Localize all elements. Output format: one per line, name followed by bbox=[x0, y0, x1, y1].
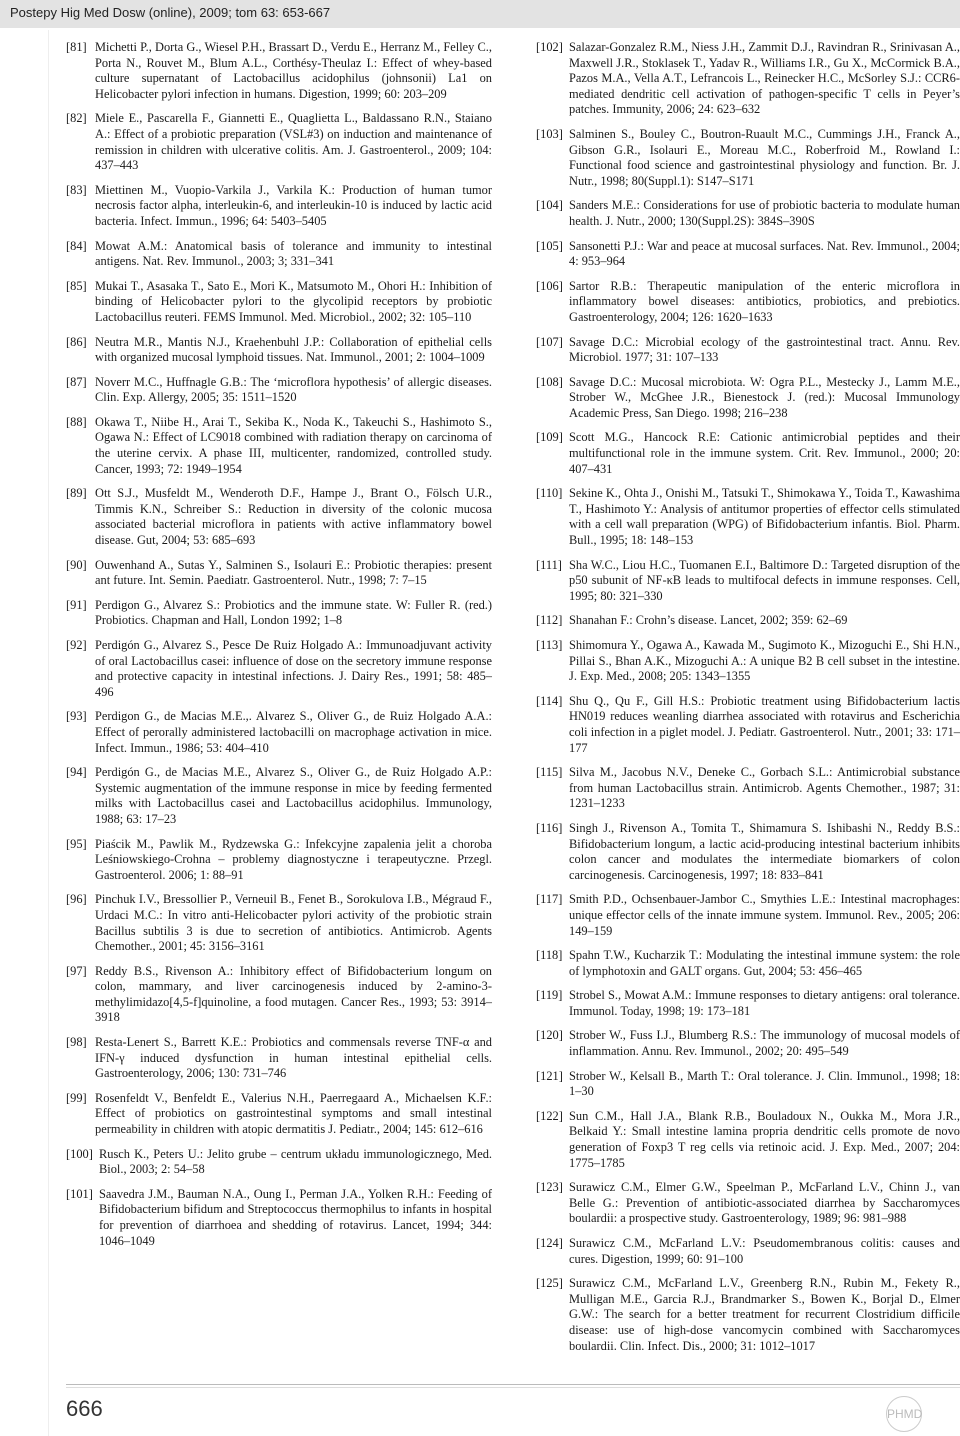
reference-number: [102] bbox=[536, 40, 563, 54]
reference-number: [110] bbox=[536, 486, 563, 501]
reference-entry bbox=[536, 375, 960, 422]
reference-entry bbox=[536, 198, 960, 229]
reference-entry bbox=[66, 375, 492, 406]
footer-rule bbox=[66, 1384, 960, 1385]
reference-number: [100] bbox=[66, 1146, 93, 1161]
reference-entry bbox=[66, 1035, 492, 1082]
reference-number: [82] bbox=[66, 111, 87, 126]
reference-entry bbox=[66, 638, 492, 700]
reference-number: [95] bbox=[66, 836, 87, 851]
reference-entry bbox=[66, 558, 492, 589]
right-reference-column bbox=[536, 40, 960, 1363]
reference-entry bbox=[536, 430, 960, 477]
reference-number: [91] bbox=[66, 597, 87, 612]
reference-entry bbox=[66, 892, 492, 954]
reference-text: Sha W.C., Liou H.C., Tuomanen E.I., Baltimore D.: Targeted disruption of the p50 subunit of NF-κB leads to multifocal defects in immune responses. Cell, 1995; 80: 321–330 bbox=[569, 557, 960, 603]
reference-number: [106] bbox=[536, 278, 563, 293]
reference-number: [96] bbox=[66, 892, 87, 907]
reference-text: Mukai T., Asasaka T., Sato E., Mori K., Matsumoto M., Ohori H.: Inhibition of binding of Helicobacter pylori to the glycolipid receptors by probiotic Lactobacillus reuteri. FEMS Immunol. Med. Microbiol., 2002; 32: 105–110 bbox=[95, 278, 492, 324]
reference-number: [116] bbox=[536, 820, 563, 835]
reference-number: [99] bbox=[66, 1090, 87, 1105]
reference-entry bbox=[536, 638, 960, 685]
reference-text: Strober W., Kelsall B., Marth T.: Oral tolerance. J. Clin. Immunol., 1998; 18: 1–30 bbox=[569, 1068, 960, 1099]
reference-entry bbox=[66, 239, 492, 270]
reference-text: Rusch K., Peters U.: Jelito grube – centrum układu immunologicznego, Med. Biol., 2003; 2: 54–58 bbox=[99, 1146, 492, 1177]
reference-text: Sanders M.E.: Considerations for use of probiotic bacteria to modulate human health. J. Nutr., 2000; 130(Suppl.2S): 384S–390S bbox=[569, 198, 960, 228]
reference-number: [124] bbox=[536, 1236, 563, 1250]
reference-text: Spahn T.W., Kucharzik T.: Modulating the intestinal immune system: the role of lymphotoxin and GALT organs. Gut, 2004; 53: 456–465 bbox=[569, 948, 960, 978]
running-head: Postepy Hig Med Dosw (online), 2009; tom 63: 653-667 bbox=[10, 5, 331, 20]
reference-text: Ott S.J., Musfeldt M., Wenderoth D.F., Hampe J., Brant O., Fölsch U.R., Timmis K.N., Schreiber S.: Reduction in diversity of the colonic mucosa associated bacterial microflora in patients with active inflammatory bowel disease. Gut, 2004; 53: 685–693 bbox=[95, 486, 492, 548]
reference-entry bbox=[536, 613, 960, 629]
reference-entry bbox=[66, 1187, 492, 1249]
reference-number: [92] bbox=[66, 638, 87, 652]
reference-number: [111] bbox=[536, 557, 562, 572]
reference-entry bbox=[536, 988, 960, 1019]
reference-entry bbox=[536, 335, 960, 366]
reference-number: [104] bbox=[536, 198, 563, 213]
reference-text: Neutra M.R., Mantis N.J., Kraehenbuhl J.P.: Collaboration of epithelial cells with organized mucosal lymphoid tissues. Nat. Immunol., 2001; 2: 1004–1009 bbox=[95, 334, 492, 365]
reference-text: Rosenfeldt V., Benfeldt E., Valerius N.H., Paerregaard A., Michaelsen K.F.: Effect of probiotics on gastrointestinal symptoms and small intestinal permeability in children with atopic dermatitis J. Pediatr., 2004; 145: 612–616 bbox=[95, 1090, 492, 1137]
reference-number: [108] bbox=[536, 374, 563, 389]
reference-text: Ouwenhand A., Sutas Y., Salminen S., Isolauri E.: Probiotic therapies: present ant future. Int. Semin. Paediatr. Gastroenterol. Nutr., 1998; 7: 7–15 bbox=[95, 557, 492, 588]
reference-number: [112] bbox=[536, 613, 563, 628]
reference-text: Piaścik M., Pawlik M., Rydzewska G.: Infekcyjne zapalenia jelit a choroba Leśniowskiego-Crohna – problemy diagnostyczne i terapeutyczne. Przegl. Gastroenterol. 2006; 1: 88–91 bbox=[95, 836, 492, 882]
running-header-bar bbox=[0, 0, 960, 28]
reference-entry bbox=[536, 892, 960, 939]
reference-number: [117] bbox=[536, 892, 563, 907]
reference-number: [86] bbox=[66, 334, 87, 349]
reference-entry bbox=[66, 335, 492, 366]
reference-entry bbox=[66, 709, 492, 756]
reference-entry bbox=[536, 948, 960, 979]
footer-rule-secondary bbox=[66, 1387, 960, 1388]
reference-number: [89] bbox=[66, 486, 87, 501]
left-reference-column bbox=[66, 40, 492, 1258]
reference-text: Miele E., Pascarella F., Giannetti E., Quaglietta L., Baldassano R.N., Staiano A.: Effect of a probiotic preparation (VSL#3) on induction and maintenance of remission in children with ulcerative colitis. Am. J. Gastroenterol., 2009; 104: 437–443 bbox=[95, 111, 492, 173]
reference-entry bbox=[536, 1180, 960, 1227]
reference-text: Surawicz C.M., McFarland L.V.: Pseudomembranous colitis: causes and cures. Digestion, 1999; 60: 91–100 bbox=[569, 1236, 960, 1266]
reference-number: [107] bbox=[536, 334, 563, 349]
reference-text: Resta-Lenert S., Barrett K.E.: Probiotics and commensals reverse TNF-α and IFN-γ induced dysfunction in human intestinal epithelial cells. Gastroenterology, 2006; 130: 731–746 bbox=[95, 1035, 492, 1081]
reference-text: Smith P.D., Ochsenbauer-Jambor C., Smythies L.E.: Intestinal macrophages: unique effector cells of the innate immune system. Immunol. Rev., 2005; 206: 149–159 bbox=[569, 892, 960, 938]
reference-number: [85] bbox=[66, 278, 87, 293]
reference-number: [101] bbox=[66, 1186, 93, 1201]
reference-entry bbox=[66, 1147, 492, 1178]
reference-number: [81] bbox=[66, 40, 87, 54]
reference-text: Shu Q., Qu F., Gill H.S.: Probiotic treatment using Bifidobacterium lactis HN019 reduces weanling diarrhea associated with rotavirus and Escherichia coli infection in a piglet model. J. Pediatr. Gastroenterol. Nutr., 2001; 33: 171–177 bbox=[569, 693, 960, 755]
reference-text: Sartor R.B.: Therapeutic manipulation of the enteric microflora in inflammatory bowel diseases: antibiotics, probiotics, and prebiotics. Gastroenterology, 2004; 126: 1620–1633 bbox=[569, 278, 960, 324]
reference-entry bbox=[66, 598, 492, 629]
page-number: 666 bbox=[66, 1396, 103, 1421]
reference-text: Saavedra J.M., Bauman N.A., Oung I., Perman J.A., Yolken R.H.: Feeding of Bifidobacterium bifidum and Streptococcus thermophilus to infants in hospital for prevention of diarrhoea and shedding of rotavirus. Lancet, 1994; 344: 1046–1049 bbox=[99, 1186, 492, 1248]
reference-number: [105] bbox=[536, 238, 563, 253]
margin-rule bbox=[48, 30, 49, 1436]
reference-entry bbox=[536, 694, 960, 756]
reference-number: [118] bbox=[536, 948, 563, 963]
reference-number: [120] bbox=[536, 1028, 563, 1043]
journal-logo: PHMD bbox=[886, 1396, 922, 1432]
reference-entry bbox=[536, 1028, 960, 1059]
reference-entry bbox=[66, 837, 492, 884]
reference-entry bbox=[66, 111, 492, 173]
reference-text: Reddy B.S., Rivenson A.: Inhibitory effect of Bifidobacterium longum on colon, mammary, and liver carcinogenesis induced by 2-amino-3-methylimidazo[4,5-f]quinoline, a food mutagen. Cancer Res., 1993; 53: 3914–3918 bbox=[95, 963, 492, 1025]
reference-number: [84] bbox=[66, 238, 87, 253]
reference-entry bbox=[66, 486, 492, 548]
reference-text: Strober W., Fuss I.J., Blumberg R.S.: The immunology of mucosal models of inflammation. Annu. Rev. Immunol., 2002; 20: 495–549 bbox=[569, 1028, 960, 1059]
reference-entry bbox=[536, 127, 960, 189]
reference-entry bbox=[536, 239, 960, 270]
reference-entry bbox=[66, 415, 492, 477]
reference-entry bbox=[536, 1236, 960, 1267]
reference-entry bbox=[66, 1091, 492, 1138]
reference-number: [125] bbox=[536, 1276, 563, 1291]
reference-entry bbox=[66, 183, 492, 230]
reference-text: Okawa T., Niibe H., Arai T., Sekiba K., Noda K., Takeuchi S., Hashimoto S., Ogawa N.: Effect of LC9018 combined with radiation therapy on carcinoma of the uterine cervix. A phase III, multicenter, randomized, controlled study. Cancer, 1993; 72: 1949–1954 bbox=[95, 414, 492, 476]
reference-text: Surawicz C.M., Elmer G.W., Speelman P., McFarland L.V., Chinn J., van Belle G.: Prevention of antibiotic-associated diarrhea by Saccharomyces boulardii: a prospective study. Gastroenterology, 1989; 96: 981–988 bbox=[569, 1180, 960, 1226]
reference-entry bbox=[536, 765, 960, 812]
reference-text: Shimomura Y., Ogawa A., Kawada M., Sugimoto K., Mizoguchi E., Shi H.N., Pillai S., Bhan A.K., Mizoguchi A.: A unique B2 B cell subset in the intestine. J. Exp. Med., 2008; 205: 1343–1355 bbox=[569, 638, 960, 684]
reference-entry bbox=[536, 1109, 960, 1171]
reference-entry bbox=[536, 1069, 960, 1100]
reference-text: Mowat A.M.: Anatomical basis of tolerance and immunity to intestinal antigens. Nat. Rev. Immunol., 2003; 3; 331–341 bbox=[95, 238, 492, 269]
reference-text: Noverr M.C., Huffnagle G.B.: The ‘microflora hypothesis’ of allergic diseases. Clin. Exp. Allergy, 2005; 35: 1511–1520 bbox=[95, 374, 492, 405]
reference-text: Pinchuk I.V., Bressollier P., Verneuil B., Fenet B., Sorokulova I.B., Mégraud F., Urdaci M.C.: In vitro anti-Helicobacter pylori activity of the probiotic strain Bacillus subtilis 3 is due to secretion of antibiotics. Antimicrob. Agents Chemother., 2001; 45: 3156–3161 bbox=[95, 892, 492, 954]
reference-text: Perdigón G., Alvarez S., Pesce De Ruiz Holgado A.: Immunoadjuvant activity of oral Lactobacillus casei: influence of dose on the secretory immune response and protective capacity in intestinal infections. J. Dairy Res., 1991; 58: 485–496 bbox=[95, 638, 492, 699]
reference-number: [115] bbox=[536, 765, 563, 780]
reference-text: Sansonetti P.J.: War and peace at mucosal surfaces. Nat. Rev. Immunol., 2004; 4: 953–964 bbox=[569, 238, 960, 269]
reference-number: [123] bbox=[536, 1180, 563, 1195]
reference-entry bbox=[536, 40, 960, 118]
reference-text: Strobel S., Mowat A.M.: Immune responses to dietary antigens: oral tolerance. Immunol. Today, 1998; 19: 173–181 bbox=[569, 988, 960, 1018]
reference-number: [122] bbox=[536, 1108, 563, 1123]
reference-number: [94] bbox=[66, 765, 87, 780]
reference-entry bbox=[536, 821, 960, 883]
reference-text: Singh J., Rivenson A., Tomita T., Shimamura S. Ishibashi N., Reddy B.S.: Bifidobacterium longum, a lactic acid-producing intestinal bacterium inhibits colon cancer and modulates the intermediate biomarkers of colon carcinogenesis. Carcinogenesis, 1997; 18: 833–841 bbox=[569, 820, 960, 882]
reference-number: [93] bbox=[66, 709, 87, 724]
reference-text: Perdigón G., de Macias M.E., Alvarez S., Oliver G., de Ruiz Holgado A.P.: Systemic augmentation of the immune response in mice by feeding fermented milks with Lactobacillus casei and Lactobacillus acidophilus. Immunology, 1988; 63: 17–23 bbox=[95, 765, 492, 826]
reference-number: [87] bbox=[66, 374, 87, 389]
reference-text: Sekine K., Ohta J., Onishi M., Tatsuki T., Shimokawa Y., Toida T., Kawashima T., Hashimoto Y.: Analysis of antitumor properties of effector cells stimulated with a cell wall preparation (WPG) of Bifidobacterium infantis. Biol. Pharm. Bull., 1995; 18: 148–153 bbox=[569, 486, 960, 548]
reference-entry bbox=[66, 964, 492, 1026]
reference-entry bbox=[66, 40, 492, 102]
reference-number: [97] bbox=[66, 963, 87, 978]
reference-text: Savage D.C.: Mucosal microbiota. W: Ogra P.L., Mestecky J., Lamm M.E., Strober W., McGhee J.R., Bienestock J. (red.): Mucosal Immunology Academic Press, San Diego. 1998; 216–238 bbox=[569, 374, 960, 420]
reference-text: Salminen S., Bouley C., Boutron-Ruault M.C., Cummings J.H., Franck A., Gibson G.R., Isolauri E., Moreau M.C., Roberfroid M., Rowland I.: Functional food science and gastrointestinal physiology and function. Br. J. Nutr., 1998; 80(Suppl.1): S147–S171 bbox=[569, 126, 960, 188]
reference-number: [83] bbox=[66, 182, 87, 197]
reference-number: [113] bbox=[536, 638, 563, 652]
reference-text: Miettinen M., Vuopio-Varkila J., Varkila K.: Production of human tumor necrosis factor alpha, interleukin-6, and interleukin-10 is induced by lactic acid bacteria. Infect. Immun., 1996; 64: 5403–5405 bbox=[95, 182, 492, 228]
reference-entry bbox=[536, 486, 960, 548]
reference-text: Salazar-Gonzalez R.M., Niess J.H., Zammit D.J., Ravindran R., Srinivasan A., Maxwell J.R., Stoklasek T., Yadav R., Williams I.R., Gu X., McCormick B.A., Pazos M.A., Vella A.T., Lefrancois L., Reinecker H.C., McSorley S.J.: CCR6-mediated dendritic cell activation of pathogen-specific T cells in Peyer’s patches. Immunity, 2006; 24: 623–632 bbox=[569, 40, 960, 117]
reference-number: [88] bbox=[66, 414, 87, 429]
reference-text: Savage D.C.: Microbial ecology of the gastrointestinal tract. Annu. Rev. Microbiol. 1977; 31: 107–133 bbox=[569, 334, 960, 365]
reference-number: [114] bbox=[536, 693, 563, 708]
reference-text: Surawicz C.M., McFarland L.V., Greenberg R.N., Rubin M., Fekety R., Mulligan M.E., Garcia R.J., Brandmarker S., Bowen K., Borjal D., Elmer G.W.: The search for a better treatment for recurrent Clostridium difficile disease: use of high-dose vancomycin combined with Saccharomyces boulardii. Clin. Infect. Dis., 2000; 31: 1012–1017 bbox=[569, 1276, 960, 1353]
reference-text: Silva M., Jacobus N.V., Deneke C., Gorbach S.L.: Antimicrobial substance from human Lactobacillus strain. Antimicrob. Agents Chemother., 1987; 31: 1231–1233 bbox=[569, 765, 960, 811]
reference-text: Michetti P., Dorta G., Wiesel P.H., Brassart D., Verdu E., Herranz M., Felley C., Porta N., Rouvet M., Blum A.L., Corthésy-Theulaz I.: Effect of whey-based culture supernatant of Lactobacillus acidophilus (johnsonii) La1 on Helicobacter pylori infection in humans. Digestion, 1999; 60: 203–209 bbox=[95, 40, 492, 101]
reference-number: [119] bbox=[536, 988, 563, 1003]
reference-number: [90] bbox=[66, 557, 87, 572]
reference-entry bbox=[536, 558, 960, 605]
reference-entry bbox=[536, 279, 960, 326]
reference-text: Perdigon G., Alvarez S.: Probiotics and the immune state. W: Fuller R. (red.) Probiotics. Chapman and Hall, London 1992; 1–8 bbox=[95, 597, 492, 628]
reference-entry bbox=[66, 279, 492, 326]
reference-text: Scott M.G., Hancock R.E: Cationic antimicrobial peptides and their multifunctional role in the immune system. Crit. Rev. Immunol., 2000; 20: 407–431 bbox=[569, 430, 960, 476]
reference-text: Sun C.M., Hall J.A., Blank R.B., Bouladoux N., Oukka M., Mora J.R., Belkaid Y.: Small intestine lamina propria dendritic cells promote de novo generation of Foxp3 T reg cells via retinoic acid. J. Exp. Med., 2007; 204: 1775–1785 bbox=[569, 1108, 960, 1170]
reference-entry bbox=[66, 765, 492, 827]
reference-text: Perdigon G., de Macias M.E.,. Alvarez S., Oliver G., de Ruiz Holgado A.A.: Effect of perorally administered lactobacilli on macrophage activation in mice. Infect. Immun., 1986; 53: 404–410 bbox=[95, 709, 492, 755]
reference-number: [121] bbox=[536, 1068, 563, 1083]
reference-number: [98] bbox=[66, 1035, 87, 1050]
reference-entry bbox=[536, 1276, 960, 1354]
reference-text: Shanahan F.: Crohn’s disease. Lancet, 2002; 359: 62–69 bbox=[569, 613, 848, 628]
reference-number: [103] bbox=[536, 126, 563, 141]
reference-number: [109] bbox=[536, 430, 563, 445]
